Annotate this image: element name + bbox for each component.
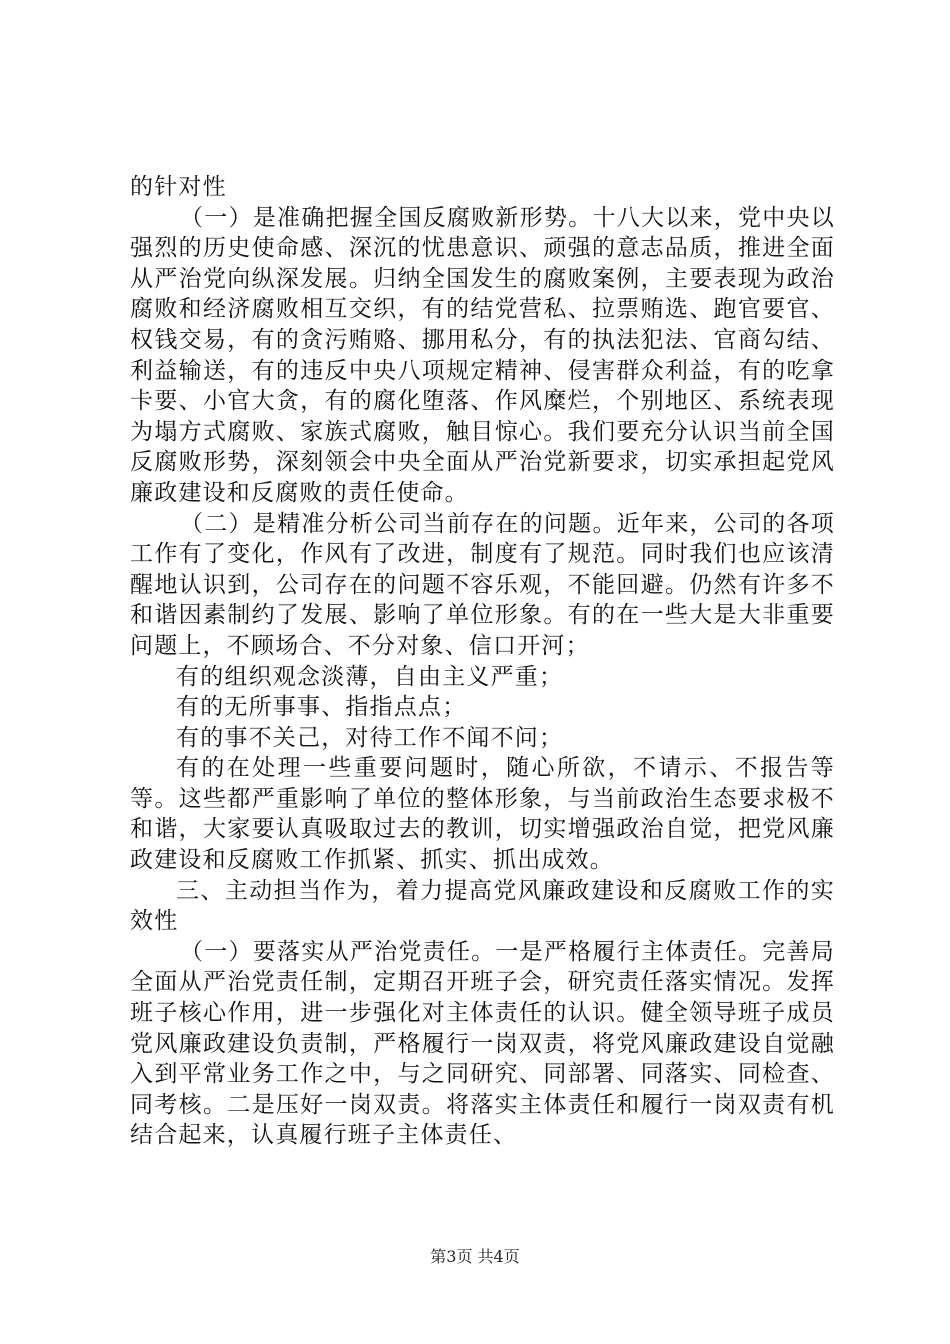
paragraph-list-item-4: 有的在处理一些重要问题时，随心所欲，不请示、不报告等等。这些都严重影响了单位的整体形象，与当前政治生态要求极不和谐，大家要认真吸取过去的教训，切实增强政治自觉，把党风廉政建设和反腐败工作抓紧、抓实、抓出成效。 (130, 755, 835, 874)
section-3-heading: 三、主动担当作为，着力提高党风廉政建设和反腐败工作的实效性 (130, 877, 835, 935)
paragraph-list-item-2: 有的无所事事、指指点点； (176, 694, 467, 721)
page-number-footer: 第3页 共4页 (430, 1247, 520, 1266)
paragraph-list-item-3: 有的事不关己，对待工作不闻不问； (176, 724, 564, 751)
paragraph-list-item-1: 有的组织观念淡薄，自由主义严重； (176, 663, 564, 690)
paragraph-section-3-item-1: （一）要落实从严治党责任。一是严格履行主体责任。完善局全面从严治党责任制，定期召开班子会，研究责任落实情况。发挥班子核心作用，进一步强化对主体责任的认识。健全领导班子成员党风廉政建设负责制，严格履行一岗双责，将党风廉政建设自觉融入到平常业务工作之中，与之同研究、同部署、同落实、同检查、同考核。二是压好一岗双责。将落实主体责任和履行一岗双责有机结合起来，认真履行班子主体责任、 (130, 938, 835, 1149)
paragraph-continuation: 的针对性 (130, 174, 227, 200)
document-body (130, 172, 835, 1151)
paragraph-section-2-item-1: （一）是准确把握全国反腐败新形势。十八大以来，党中央以强烈的历史使命感、深沉的忧患意识、顽强的意志品质，推进全面从严治党向纵深发展。归纳全国发生的腐败案例，主要表现为政治腐败和经济腐败相互交织，有的结党营私、拉票贿选、跑官要官、权钱交易，有的贪污贿赂、挪用私分，有的执法犯法、官商勾结、利益输送，有的违反中央八项规定精神、侵害群众利益，有的吃拿卡要、小官大贪，有的腐化堕落、作风糜烂，个别地区、系统表现为塌方式腐败、家族式腐败，触目惊心。我们要充分认识当前全国反腐败形势，深刻领会中央全面从严治党新要求，切实承担起党风廉政建设和反腐败的责任使命。 (130, 204, 835, 506)
paragraph-section-2-item-2: （二）是精准分析公司当前存在的问题。近年来，公司的各项工作有了变化，作风有了改进，制度有了规范。同时我们也应该清醒地认识到，公司存在的问题不容乐观，不能回避。仍然有许多不和谐因素制约了发展、影响了单位形象。有的在一些大是大非重要问题上，不顾场合、不分对象、信口开河； (130, 510, 835, 659)
